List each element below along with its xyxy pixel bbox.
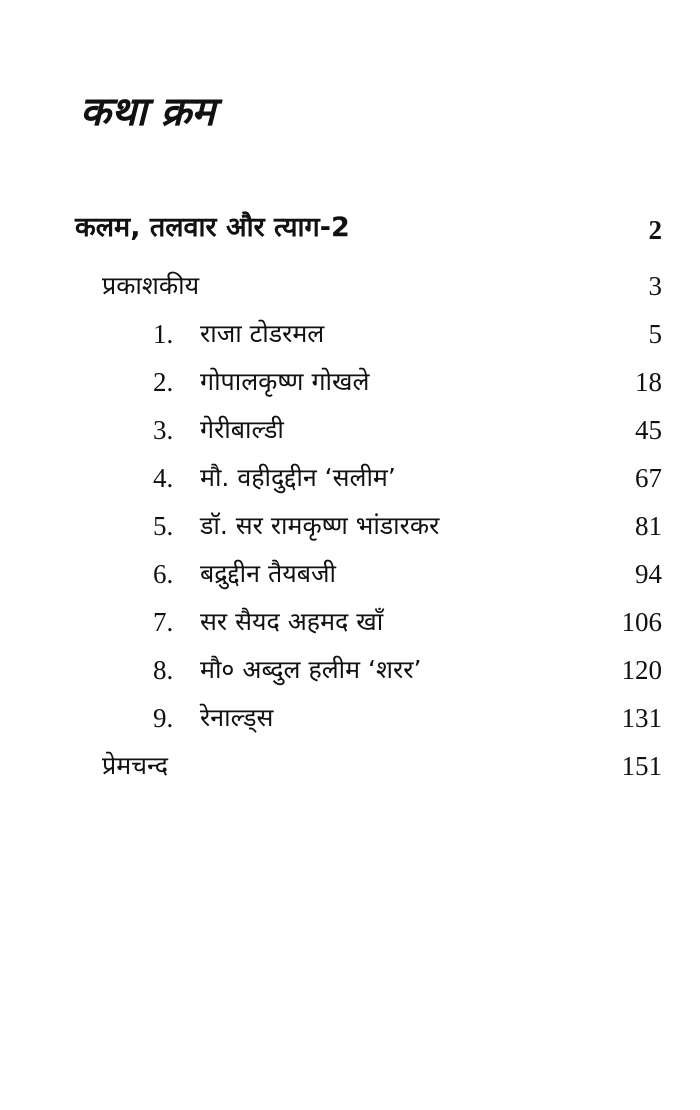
toc-page-number: 81 <box>635 511 662 541</box>
toc-chapter-title: राजा टोडरमल <box>200 319 325 348</box>
toc-chapter-title: गोपालकृष्ण गोखले <box>200 367 370 396</box>
toc-heading: कथा क्रम <box>80 89 216 135</box>
toc-chapter-number: 5. <box>153 511 174 541</box>
toc-chapter-title: बद्रुद्दीन तैयबजी <box>200 559 336 588</box>
toc-chapter-number: 3. <box>153 415 174 445</box>
toc-chapter-title: रेनाल्ड्स <box>200 703 274 732</box>
toc-chapter-title: डॉ. सर रामकृष्ण भांडारकर <box>200 511 440 540</box>
toc-preface-title: प्रकाशकीय <box>102 271 200 300</box>
toc-list <box>0 200 700 790</box>
toc-page-number: 18 <box>635 367 662 397</box>
toc-chapter-number: 7. <box>153 607 174 637</box>
toc-chapter-number: 6. <box>153 559 174 589</box>
toc-chapter-number: 4. <box>153 463 174 493</box>
toc-chapter-entry-7[interactable] <box>0 598 700 646</box>
toc-page-number: 2 <box>648 215 662 245</box>
toc-author-name: प्रेमचन्द <box>102 751 169 780</box>
toc-chapter-entry-5[interactable] <box>0 502 700 550</box>
toc-page-number: 67 <box>635 463 662 493</box>
toc-chapter-title: गेरीबाल्डी <box>200 415 284 444</box>
toc-page-number: 94 <box>635 559 662 589</box>
toc-page-number: 120 <box>621 655 662 685</box>
toc-page-number: 5 <box>648 319 662 349</box>
toc-page-number: 45 <box>635 415 662 445</box>
toc-chapter-title: मौ. वहीदुद्दीन ‘सलीम’ <box>200 463 396 492</box>
toc-page-number: 106 <box>621 607 662 637</box>
toc-chapter-entry-4[interactable] <box>0 454 700 502</box>
toc-chapter-title: मौ० अब्दुल हलीम ‘शरर’ <box>200 655 422 684</box>
toc-chapter-entry-6[interactable] <box>0 550 700 598</box>
toc-author-entry[interactable] <box>0 742 700 790</box>
toc-page-number: 131 <box>621 703 662 733</box>
toc-chapter-title: सर सैयद अहमद खाँ <box>200 607 384 636</box>
toc-chapter-entry-8[interactable] <box>0 646 700 694</box>
toc-book-entry[interactable] <box>0 200 700 262</box>
toc-chapter-entry-2[interactable] <box>0 358 700 406</box>
toc-chapter-number: 2. <box>153 367 174 397</box>
toc-chapter-entry-3[interactable] <box>0 406 700 454</box>
toc-book-title: कलम, तलवार और त्याग-2 <box>75 212 350 243</box>
toc-chapter-number: 1. <box>153 319 174 349</box>
toc-chapter-entry-1[interactable] <box>0 310 700 358</box>
toc-chapter-number: 8. <box>153 655 174 685</box>
toc-chapter-number: 9. <box>153 703 174 733</box>
toc-preface-entry[interactable] <box>0 262 700 310</box>
toc-page-number: 3 <box>648 271 662 301</box>
toc-page-number: 151 <box>621 751 662 781</box>
toc-chapter-entry-9[interactable] <box>0 694 700 742</box>
